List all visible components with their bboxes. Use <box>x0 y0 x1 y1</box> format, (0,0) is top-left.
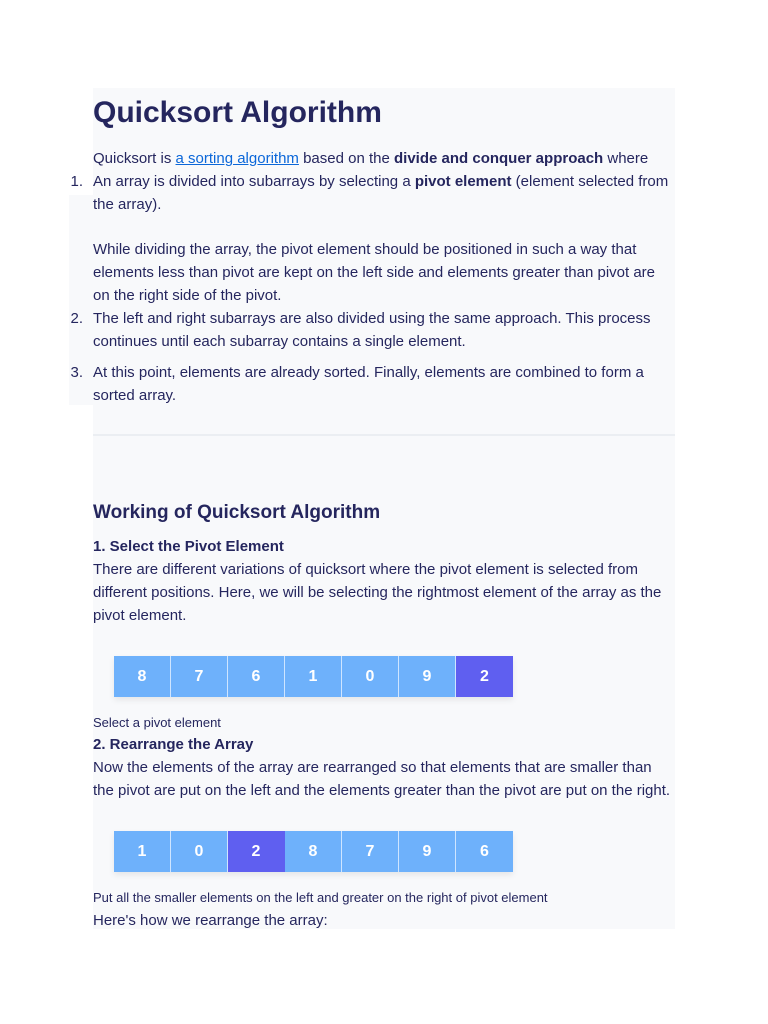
step-number: 1. <box>70 173 83 190</box>
array-cell: 1 <box>114 831 171 872</box>
figure-caption: Put all the smaller elements on the left and greater on the right of pivot element <box>93 890 548 905</box>
step-1-text <box>93 170 673 216</box>
step-number: 2. <box>70 310 83 327</box>
array-cell: 8 <box>285 831 342 872</box>
intro-prefix: Quicksort is <box>93 150 176 167</box>
step-1-bold: pivot element <box>414 173 512 190</box>
array-cell: 9 <box>399 656 456 697</box>
intro-paragraph <box>93 147 673 170</box>
step-number: 3. <box>70 364 83 381</box>
followup-text: Here's how we rearrange the array: <box>93 912 328 929</box>
step-1-extra: While dividing the array, the pivot element should be positioned in such a way that elements less than pivot are kept on the left side and elements greater than pivot are on the right side of the pivot. <box>93 241 656 304</box>
intro-middle: based on the <box>298 150 394 167</box>
step-3-text: At this point, elements are already sorted. Finally, elements are combined to form a sorted array. <box>93 364 644 404</box>
array-diagram-rearranged <box>114 831 513 872</box>
working-heading: Working of Quicksort Algorithm <box>93 502 381 523</box>
step2-text: Now the elements of the array are rearranged so that elements that are smaller than the pivot are put on the left and the elements greater than the pivot are put on the right. <box>93 759 671 799</box>
intro-bold: divide and conquer approach <box>394 150 604 167</box>
array-cell-pivot: 2 <box>456 656 513 697</box>
array-cell: 7 <box>171 656 228 697</box>
step1-heading: 1. Select the Pivot Element <box>93 538 284 555</box>
array-cell-pivot: 2 <box>228 831 285 872</box>
array-cell: 1 <box>285 656 342 697</box>
figure-caption: Select a pivot element <box>93 715 221 730</box>
step-1-text-after: (element selected from the array). <box>93 173 669 213</box>
array-diagram-select-pivot <box>114 656 513 697</box>
array-cell: 7 <box>342 831 399 872</box>
step-1-text-before: An array is divided into subarrays by selecting a <box>93 173 415 190</box>
sorting-algorithm-link[interactable]: a sorting algorithm <box>175 150 299 167</box>
step2-heading: 2. Rearrange the Array <box>93 736 254 753</box>
page-title: Quicksort Algorithm <box>93 96 382 129</box>
step1-text: There are different variations of quicksort where the pivot element is selected from different positions. Here, we will be selecting the rightmost element of the array as the pivot element. <box>93 561 662 624</box>
array-cell: 6 <box>228 656 285 697</box>
array-cell: 0 <box>342 656 399 697</box>
array-cell: 9 <box>399 831 456 872</box>
array-cell: 0 <box>171 831 228 872</box>
step-2-text: The left and right subarrays are also divided using the same approach. This process continues until each subarray contains a single element. <box>93 310 651 350</box>
array-cell: 6 <box>456 831 513 872</box>
array-cell: 8 <box>114 656 171 697</box>
intro-suffix: where <box>603 150 649 167</box>
section-divider <box>93 434 675 436</box>
